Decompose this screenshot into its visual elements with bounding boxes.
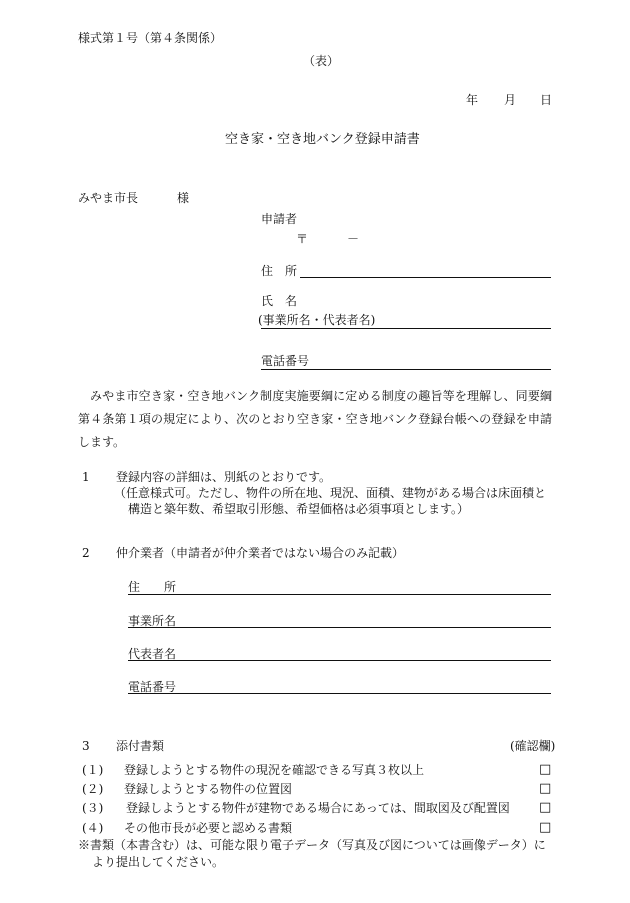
submission-note-line1: ※書類（本書含む）は、可能な限り電子データ（写真及び図については画像データ）に xyxy=(78,838,546,852)
applicant-address-label: 住 所 xyxy=(261,264,298,278)
form-number: 様式第１号（第４条関係） xyxy=(78,31,223,45)
broker-address-label: 住 所 xyxy=(128,580,177,594)
attachment-1-number: (１) xyxy=(82,763,104,777)
document-title: 空き家・空き地バンク登録申請書 xyxy=(225,132,420,147)
applicant-heading: 申請者 xyxy=(261,212,298,226)
broker-office-field[interactable] xyxy=(128,627,551,628)
attachment-3-checkbox[interactable]: □ xyxy=(539,800,552,815)
section3-title: 添付書類 xyxy=(116,739,165,753)
confirm-column-header: (確認欄) xyxy=(510,739,556,753)
applicant-phone-field[interactable] xyxy=(261,369,551,370)
attachment-3-text: 登録しようとする物件が建物である場合にあっては、間取図及び配置図 xyxy=(126,801,510,815)
broker-office-label: 事業所名 xyxy=(128,614,177,628)
section3-number: 3 xyxy=(82,739,90,753)
postal-dash: － xyxy=(347,232,360,246)
attachment-1-checkbox[interactable]: □ xyxy=(539,762,552,777)
broker-rep-label: 代表者名 xyxy=(128,647,177,661)
date-day-label: 日 xyxy=(540,93,553,107)
section1-note-line1: （任意様式可。ただし、物件の所在地、現況、面積、建物がある場合は床面積と xyxy=(114,486,547,500)
section2-number: 2 xyxy=(82,546,90,560)
section2-title: 仲介業者（申請者が仲介業者ではない場合のみ記載） xyxy=(116,546,405,560)
attachment-2-checkbox[interactable]: □ xyxy=(539,781,552,796)
attachment-3-number: (３) xyxy=(82,801,104,815)
section1-note-line2: 構造と築年数、希望取引形態、希望価格は必須事項とします。） xyxy=(128,502,470,516)
date-year-label: 年 xyxy=(466,93,479,107)
broker-phone-label: 電話番号 xyxy=(128,680,177,694)
attachment-4-checkbox[interactable]: □ xyxy=(539,820,552,835)
broker-address-field[interactable] xyxy=(128,594,551,595)
addressee-honorific: 様 xyxy=(177,191,190,205)
applicant-phone-label: 電話番号 xyxy=(261,354,310,368)
side-label: （表） xyxy=(303,54,340,68)
postal-mark: 〒 xyxy=(296,232,309,246)
date-month-label: 月 xyxy=(504,93,517,107)
broker-phone-field[interactable] xyxy=(128,693,551,694)
section1-number: 1 xyxy=(82,470,90,484)
submission-note-line2: より提出してください。 xyxy=(92,855,225,869)
section1-text: 登録内容の詳細は、別紙のとおりです。 xyxy=(116,470,332,484)
attachment-4-text: その他市長が必要と認める書類 xyxy=(124,821,293,835)
broker-rep-field[interactable] xyxy=(128,660,551,661)
applicant-name-label: 氏 名 xyxy=(261,294,298,308)
attachment-1-text: 登録しようとする物件の現況を確認できる写真３枚以上 xyxy=(124,763,425,777)
intro-paragraph: みやま市空き家・空き地バンク制度実施要綱に定める制度の趣旨等を理解し、同要綱第４条第１項の規定により、次のとおり空き家・空き地バンク登録台帳への登録を申請します。 xyxy=(78,389,552,449)
attachment-4-number: (４) xyxy=(82,821,104,835)
addressee-name: みやま市長 xyxy=(78,191,139,205)
applicant-name-sublabel: (事業所名・代表者名) xyxy=(258,313,376,327)
applicant-name-field[interactable] xyxy=(261,328,551,329)
attachment-2-number: (２) xyxy=(82,782,104,796)
attachment-2-text: 登録しようとする物件の位置図 xyxy=(124,782,293,796)
applicant-address-field[interactable] xyxy=(300,277,551,278)
